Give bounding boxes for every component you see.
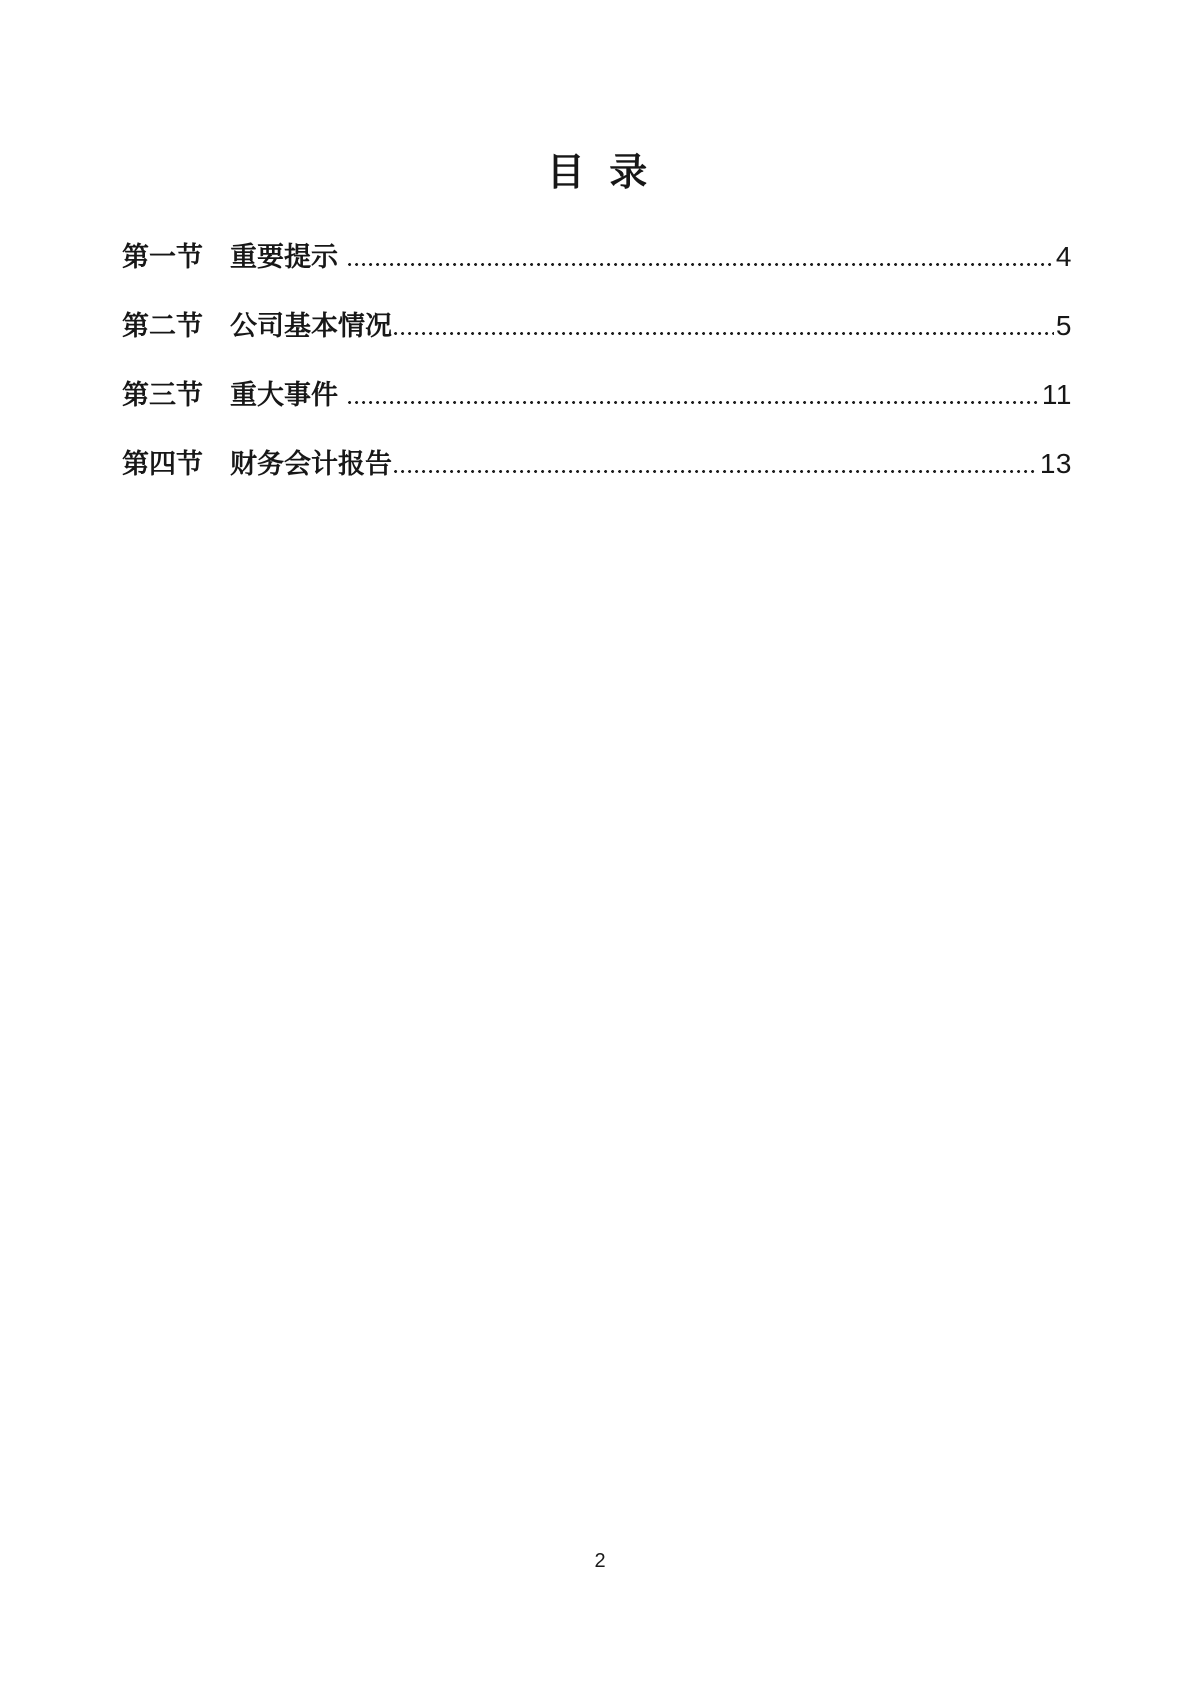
toc-entry bbox=[122, 429, 1072, 498]
toc-entry bbox=[122, 222, 1072, 291]
dot-leader bbox=[348, 401, 1040, 405]
toc-section-label: 第二节 bbox=[122, 311, 203, 341]
toc-entry-title: 重大事件 bbox=[230, 380, 346, 410]
toc-entry bbox=[122, 360, 1072, 429]
toc-page-number: 5 bbox=[1055, 310, 1072, 341]
dot-leader bbox=[348, 263, 1054, 267]
toc-entry-title: 公司基本情况 bbox=[230, 311, 392, 341]
dot-leader bbox=[394, 332, 1054, 336]
toc-entry-title: 财务会计报告 bbox=[230, 449, 392, 479]
toc-page-number: 4 bbox=[1055, 241, 1072, 272]
toc-section-label: 第一节 bbox=[122, 242, 203, 272]
toc-page-number: 13 bbox=[1039, 448, 1072, 479]
page-title: 目 录 bbox=[546, 152, 648, 194]
footer-page-number: 2 bbox=[594, 1550, 606, 1572]
toc-section-label: 第三节 bbox=[122, 380, 203, 410]
page-footer bbox=[0, 1550, 1200, 1573]
toc-section-label: 第四节 bbox=[122, 449, 203, 479]
table-of-contents bbox=[122, 222, 1072, 498]
toc-entry-title: 重要提示 bbox=[230, 242, 346, 272]
toc-entry bbox=[122, 291, 1072, 360]
dot-leader bbox=[394, 470, 1038, 474]
toc-page-number: 11 bbox=[1041, 379, 1072, 410]
